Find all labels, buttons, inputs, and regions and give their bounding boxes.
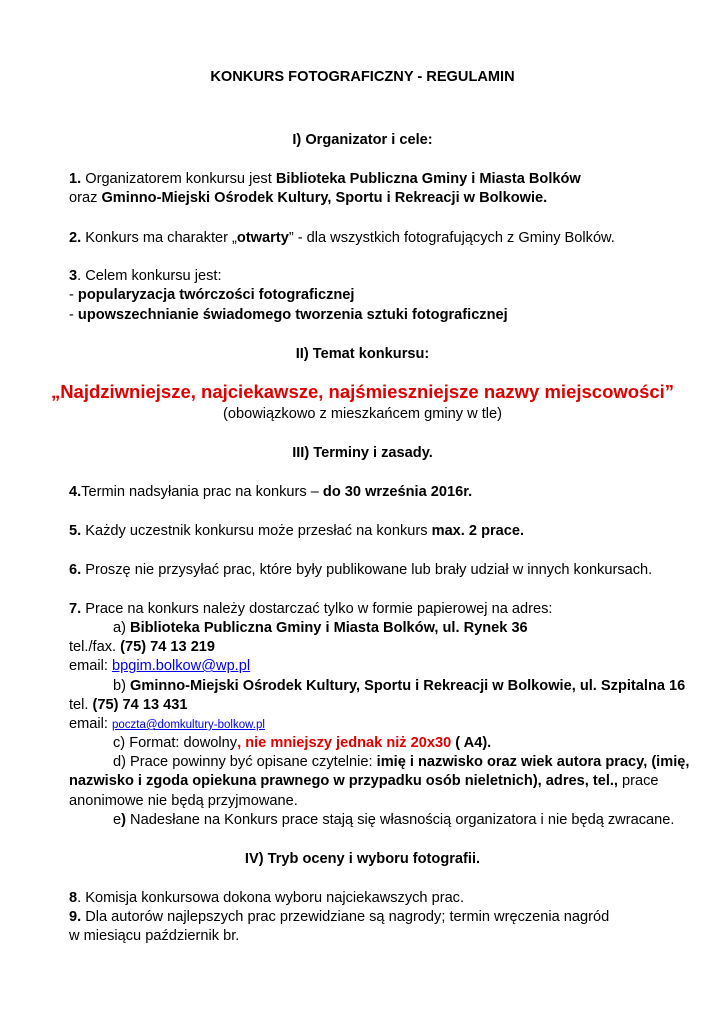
email-link-culture-center[interactable]: poczta@domkultury-bolkow.pl: [111, 719, 265, 731]
address-a: a) Biblioteka Publiczna Gminy i Miasta Bolków, ul. Rynek 36: [113, 620, 528, 636]
address-b: b) Gminno-Miejski Ośrodek Kultury, Sportu i Rekreacji w Bolkowie, ul. Szpitalna 16: [113, 678, 686, 694]
section-heading-1: I) Organizator i cele:: [292, 132, 433, 148]
ownership-rule: e) Nadesłane na Konkurs prace stają się własnością organizatora i nie będą zwracane.: [113, 812, 675, 828]
paragraph-5: 5. Każdy uczestnik konkursu może przesłać na konkurs max. 2 prace.: [69, 523, 525, 539]
email-link-library[interactable]: bpgim.bolkow@wp.pl: [111, 658, 251, 674]
paragraph-1-line-2: oraz Gminno-Miejski Ośrodek Kultury, Sportu i Rekreacji w Bolkowie.: [69, 190, 548, 206]
page-title: KONKURS FOTOGRAFICZNY - REGULAMIN: [210, 69, 515, 85]
address-b-email-line: email: poczta@domkultury-bolkow.pl: [69, 716, 265, 732]
paragraph-3: 3. Celem konkursu jest:: [69, 268, 222, 284]
paragraph-8: 8. Komisja konkursowa dokona wyboru najciekawszych prac.: [69, 890, 465, 906]
goal-item-2: - upowszechnianie świadomego tworzenia sztuki fotograficznej: [69, 307, 508, 323]
paragraph-2: 2. Konkurs ma charakter „otwarty” - dla wszystkich fotografujących z Gminy Bolków.: [69, 230, 615, 246]
section-heading-2: II) Temat konkursu:: [295, 346, 430, 362]
address-a-phone: tel./fax. (75) 74 13 219: [69, 639, 216, 655]
address-b-phone: tel. (75) 74 13 431: [69, 697, 188, 713]
description-rule-line-2: nazwisko i zgoda opiekuna prawnego w przypadku osób nieletnich), adres, tel., prace: [69, 773, 659, 789]
paragraph-1-line-1: 1. Organizatorem konkursu jest Biblioteka Publiczna Gminy i Miasta Bolków: [69, 171, 581, 187]
contest-theme: „Najdziwniejsze, najciekawsze, najśmieszniejsze nazwy miejscowości”: [50, 381, 675, 402]
description-rule-line-3: anonimowe nie będą przyjmowane.: [69, 793, 298, 809]
description-rule-line-1: d) Prace powinny być opisane czytelnie: imię i nazwisko oraz wiek autora pracy, (imię,: [113, 754, 690, 770]
paragraph-7: 7. Prace na konkurs należy dostarczać tylko w formie papierowej na adres:: [69, 601, 553, 617]
paragraph-9-line-2: w miesiącu październik br.: [69, 928, 240, 944]
contest-theme-note: (obowiązkowo z mieszkańcem gminy w tle): [223, 406, 502, 422]
goal-item-1: - popularyzacja twórczości fotograficznej: [69, 287, 355, 303]
paragraph-4: 4.Termin nadsyłania prac na konkurs – do 30 września 2016r.: [69, 484, 473, 500]
format-rule: c) Format: dowolny, nie mniejszy jednak niż 20x30 ( A4).: [113, 735, 492, 751]
paragraph-6: 6. Proszę nie przysyłać prac, które były publikowane lub brały udział w innych konkursach.: [69, 562, 653, 578]
section-heading-3: III) Terminy i zasady.: [292, 445, 433, 461]
address-a-email-line: email: bpgim.bolkow@wp.pl: [69, 658, 251, 674]
paragraph-9-line-1: 9. Dla autorów najlepszych prac przewidziane są nagrody; termin wręczenia nagród: [69, 909, 610, 925]
section-heading-4: IV) Tryb oceny i wyboru fotografii.: [244, 851, 481, 867]
